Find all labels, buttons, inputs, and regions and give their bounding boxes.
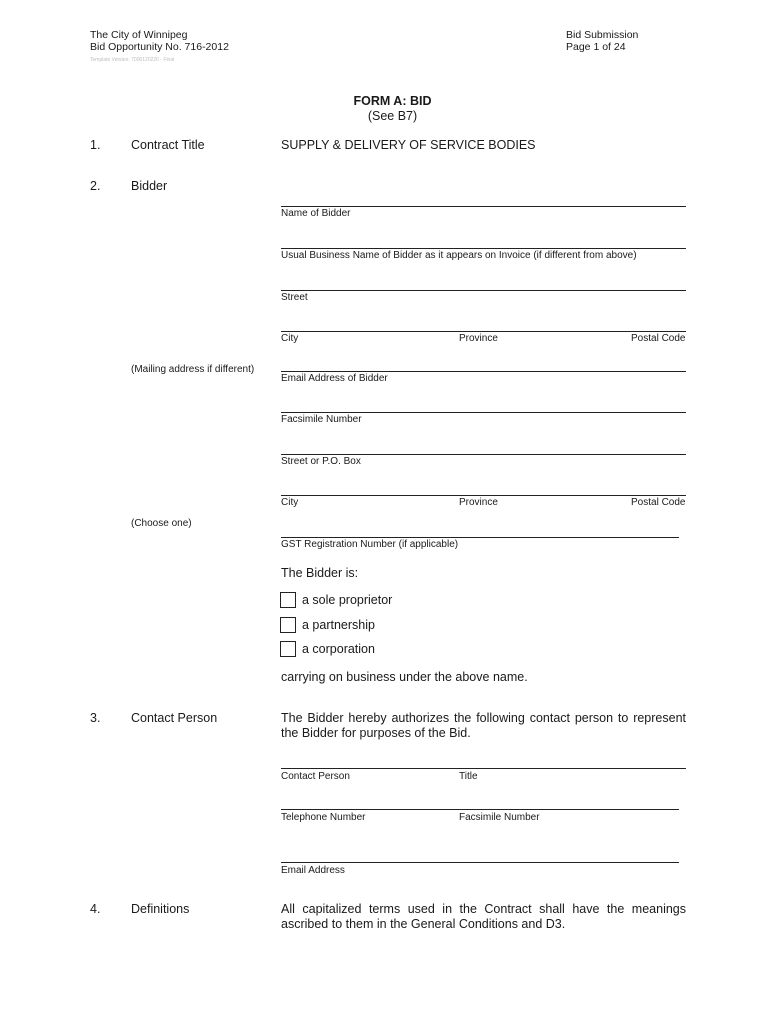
- title-label: Title: [459, 771, 478, 782]
- header-bid-submission: Bid Submission: [566, 29, 639, 41]
- header-bid-opportunity: Bid Opportunity No. 716-2012: [90, 41, 229, 53]
- form-see-reference: (See B7): [367, 109, 418, 123]
- street-label: Street: [281, 292, 308, 303]
- definitions-text: All capitalized terms used in the Contract shall have the meanings ascribed to them in the General Conditions and D3.: [281, 902, 686, 931]
- header-page-number: Page 1 of 24: [566, 41, 626, 53]
- contact-person-authorization-text: The Bidder hereby authorizes the following contact person to represent the Bidder for purposes of the Bid.: [281, 711, 686, 740]
- usual-business-name-label: Usual Business Name of Bidder as it appears on Invoice (if different from above): [281, 250, 637, 261]
- contact-person-label: Contact Person: [281, 771, 350, 782]
- gst-label: GST Registration Number (if applicable): [281, 539, 459, 550]
- telephone-number-label: Telephone Number: [281, 812, 366, 823]
- province-label-2: Province: [459, 497, 498, 508]
- name-of-bidder-line[interactable]: [281, 206, 686, 207]
- header-city: The City of Winnipeg: [90, 29, 188, 41]
- partnership-checkbox[interactable]: [280, 617, 296, 633]
- section-3-number: 3.: [90, 711, 101, 725]
- form-title: FORM A: BID: [353, 94, 432, 108]
- sole-proprietor-checkbox[interactable]: [280, 592, 296, 608]
- telephone-fax-line[interactable]: [281, 809, 679, 810]
- sole-proprietor-label: a sole proprietor: [302, 593, 393, 607]
- name-of-bidder-label: Name of Bidder: [281, 208, 351, 219]
- street-po-line[interactable]: [281, 454, 686, 455]
- corporation-label: a corporation: [302, 642, 375, 656]
- city-province-postal-line-2[interactable]: [281, 495, 686, 496]
- city-province-postal-line[interactable]: [281, 331, 686, 332]
- city-label-2: City: [281, 497, 299, 508]
- choose-one-note: (Choose one): [131, 518, 192, 529]
- section-3-label: Contact Person: [131, 711, 218, 725]
- usual-business-name-line[interactable]: [281, 248, 686, 249]
- postal-code-label-2: Postal Code: [631, 497, 686, 508]
- section-1-label: Contract Title: [131, 138, 205, 152]
- street-line[interactable]: [281, 290, 686, 291]
- province-label: Province: [459, 333, 498, 344]
- section-4-number: 4.: [90, 902, 101, 916]
- corporation-checkbox[interactable]: [280, 641, 296, 657]
- email-line[interactable]: [281, 371, 686, 372]
- postal-code-label: Postal Code: [631, 333, 686, 344]
- contract-title-value: SUPPLY & DELIVERY OF SERVICE BODIES: [281, 138, 536, 152]
- bidder-is-label: The Bidder is:: [281, 566, 359, 580]
- contact-person-line[interactable]: [281, 768, 686, 769]
- contact-fax-label: Facsimile Number: [459, 812, 540, 823]
- street-po-label: Street or P.O. Box: [281, 456, 361, 467]
- section-2-number: 2.: [90, 179, 101, 193]
- section-2-label: Bidder: [131, 179, 168, 193]
- section-4-label: Definitions: [131, 902, 190, 916]
- mailing-address-note: (Mailing address if different): [131, 364, 255, 375]
- section-1-number: 1.: [90, 138, 101, 152]
- city-label: City: [281, 333, 299, 344]
- contact-email-label: Email Address: [281, 865, 345, 876]
- fax-label: Facsimile Number: [281, 414, 362, 425]
- contact-email-line[interactable]: [281, 862, 679, 863]
- partnership-label: a partnership: [302, 618, 375, 632]
- template-version: Template Version: 7000120220 - Final: [90, 57, 175, 63]
- fax-line[interactable]: [281, 412, 686, 413]
- email-label: Email Address of Bidder: [281, 373, 388, 384]
- gst-line[interactable]: [281, 537, 679, 538]
- carrying-on-business-text: carrying on business under the above name.: [281, 670, 528, 684]
